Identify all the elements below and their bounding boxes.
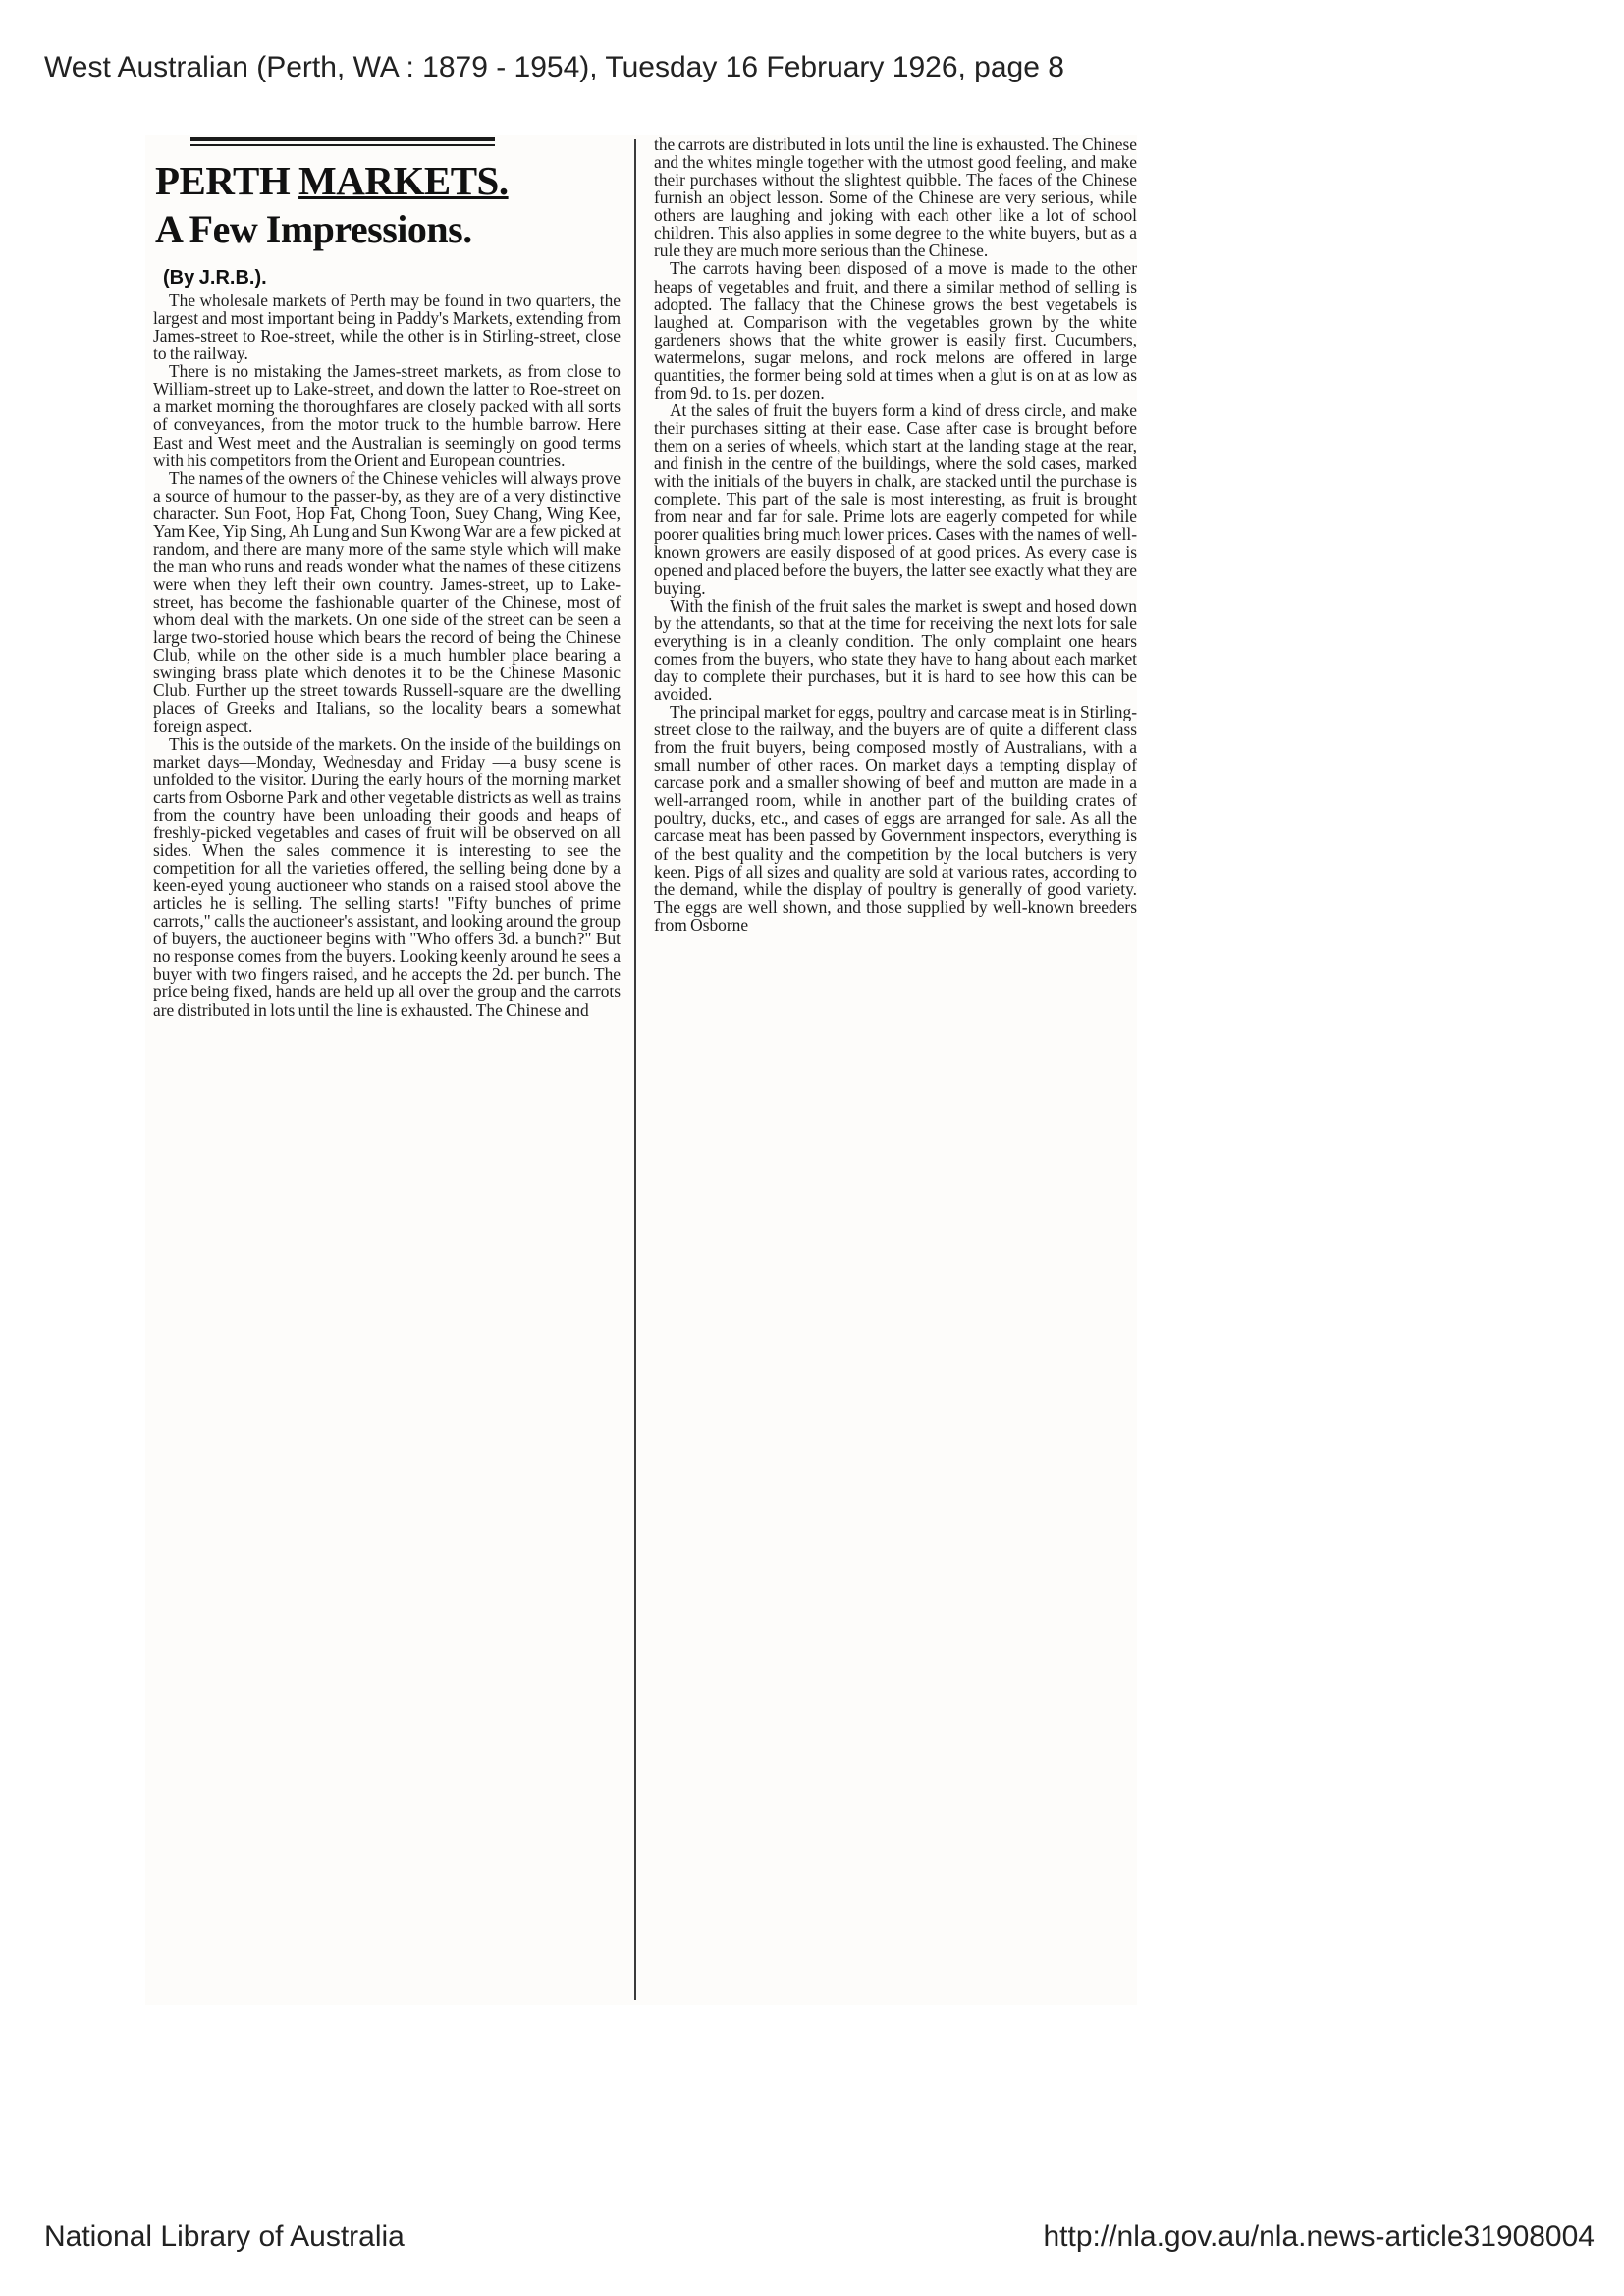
column-divider — [634, 139, 636, 2000]
article-subtitle: A Few Impressions. — [155, 207, 472, 251]
paragraph-continuation: the carrots are distributed in lots until the line is exhausted. The Chinese and the whites mingle together with the utmost good feeling, and make their purchases without the slightest quibble. The faces of the Chinese furnish an object lesson. Some of the Chinese are very serious, while others are laughing and joking with each other like a lot of school children. This also applies in some degree to the white buyers, but as a rule they are much more serious than the Chinese. — [654, 134, 1137, 261]
top-rule — [190, 137, 495, 141]
article-column-right — [654, 135, 1137, 934]
footer-publisher: National Library of Australia — [44, 2220, 405, 2253]
newspaper-clipping — [145, 135, 1137, 2005]
paragraph: The wholesale markets of Perth may be found in two quarters, the largest and most important being in Paddy's Markets, extending from James-street to Roe-street, while the other is in Stirling-street, close to the railway. — [153, 291, 621, 364]
title-part-1: PERTH — [155, 158, 299, 203]
article-title — [155, 158, 621, 203]
paragraph: At the sales of fruit the buyers form a kind of dress circle, and make their purchases sitting at their ease. Case after case is brought before them on a series of wheels, which start at the landing stage at the rear, and finish in the centre of the buildings, where the sold cases, marked with the initials of the buyers in chalk, are stacked until the purchase is complete. This part of the sale is most interesting, as fruit is brought from near and far for sale. Prime lots are eagerly competed for while poorer qualities bring much lower prices. Cases with the names of well-known growers are easily disposed of at good prices. As every case is opened and placed before the buyers, the latter see exactly what they are buying. — [654, 400, 1137, 598]
article-column-left — [153, 135, 621, 1019]
title-part-2: MARKETS. — [298, 158, 509, 203]
paragraph: There is no mistaking the James-street markets, as from close to William-street up to Lake-street, and down the latter to Roe-street on a market morning the thoroughfares are closely packed with all sorts of conveyances, from the motor truck to the humble barrow. Here East and West meet and the Australian is seemingly on good terms with his competitors from the Orient and European countries. — [153, 361, 621, 470]
footer-article-link[interactable]: http://nla.gov.au/nla.news-article31908004 — [1043, 2220, 1595, 2253]
paragraph: The names of the owners of the Chinese vehicles will always prove a source of humour to the passer-by, as they are of a very distinctive character. Sun Foot, Hop Fat, Chong Toon, Suey Chang, Wing Kee, Yam Kee, Yip Sing, Ah Lung and Sun Kwong War are a few picked at random, and there are many more of the same style which will make the man who runs and reads wonder what the names of these citizens were when they left their own country. James-street, up to Lake-street, has become the fashionable quarter of the Chinese, most of whom deal with the markets. On one side of the street can be seen a large two-storied house which bears the record of being the Chinese Club, while on the other side is a much humbler place bearing a swinging brass plate which denotes it to be the Chinese Masonic Club. Further up the street towards Russell-square are the dwelling places of Greeks and Italians, so the locality bears a somewhat foreign aspect. — [153, 467, 621, 736]
paragraph: This is the outside of the markets. On the inside of the buildings on market days—Monday, Wednesday and Friday —a busy scene is unfolded to the visitor. During the early hours of the morning market carts from Osborne Park and other vegetable districts as well as trains from the country have been unloading their goods and heaps of freshly-picked vegetables and cases of fruit will be observed on all sides. When the sales commence it is interesting to see the competition for all the varieties offered, the selling being done by a keen-eyed young auctioneer who stands on a raised stool above the articles he is selling. The selling starts! "Fifty bunches of prime carrots," calls the auctioneer's assistant, and looking around the group of buyers, the auctioneer begins with "Who offers 3d. a bunch?" But no response comes from the buyers. Looking keenly around he sees a buyer with two fingers raised, and he accepts the 2d. per bunch. The price being fixed, hands are held up all over the group and the carrots are distributed in lots until the line is exhausted. The Chinese and — [153, 733, 621, 1020]
top-rule-thin — [190, 144, 495, 146]
paragraph: The carrots having been disposed of a move is made to the other heaps of vegetables and fruit, and there a similar method of selling is adopted. The fallacy that the Chinese grows the best vegetabels is laughed at. Comparison with the vegetables grown by the white gardeners shows that the white grower is easily first. Cucumbers, watermelons, sugar melons, and rock melons are offered in large quantities, the former being sold at times when a glut is on at as low as from 9d. to 1s. per dozen. — [654, 258, 1137, 402]
citation-header: West Australian (Perth, WA : 1879 - 1954), Tuesday 16 February 1926, page 8 — [44, 51, 1064, 83]
paragraph: With the finish of the fruit sales the market is swept and hosed down by the attendants, so that at the time for receiving the next lots for sale everything is in a cleanly condition. The only complaint one hears comes from the buyers, who state they have to hang about each market day to complete their purchases, but it is hard to see how this can be avoided. — [654, 595, 1137, 704]
paragraph: The principal market for eggs, poultry and carcase meat is in Stirling-street close to the railway, and the buyers are of quite a different class from the fruit buyers, being composed mostly of Australians, with a small number of other races. On market days a tempting display of carcase pork and a smaller showing of beef and mutton are made in a well-arranged room, while in another part of the building crates of poultry, ducks, etc., and cases of eggs are arranged for sale. As all the carcase meat has been passed by Government inspectors, everything is of the best quality and the competition by the local butchers is very keen. Pigs of all sizes and quality are sold at various rates, according to the demand, while the display of poultry is generally of good variety. The eggs are well shown, and those supplied by well-known breeders from Osborne — [654, 702, 1137, 934]
article-byline: (By J.R.B.). — [163, 267, 267, 289]
